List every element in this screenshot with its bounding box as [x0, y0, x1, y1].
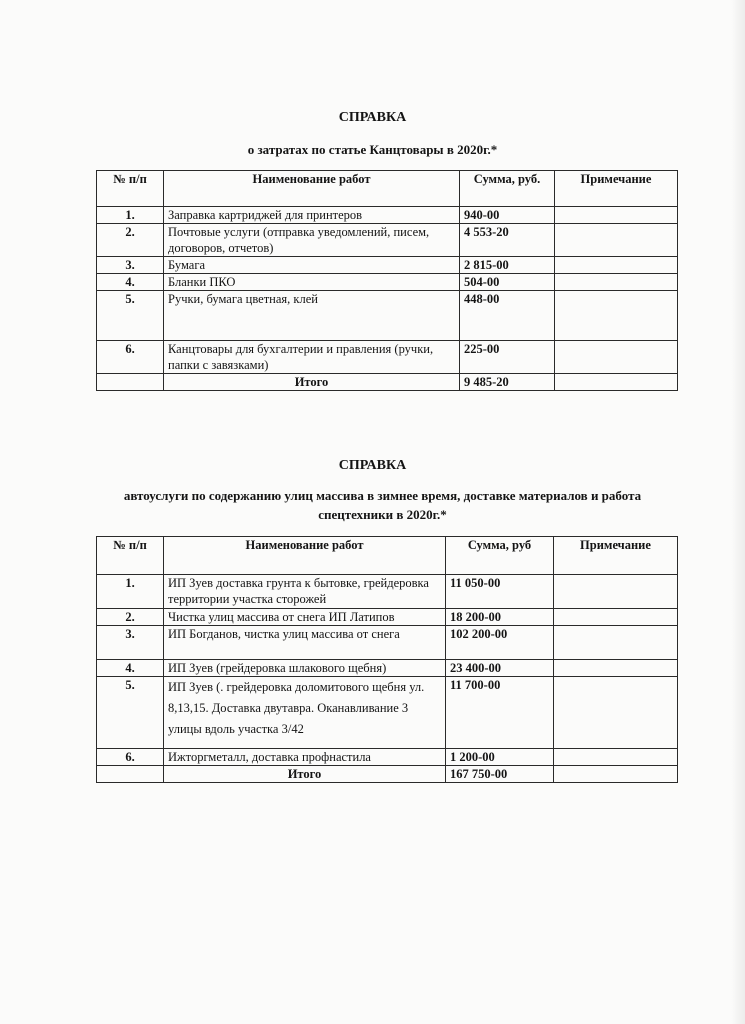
header-note: Примечание	[554, 537, 678, 575]
doc1-subtitle: о затратах по статье Канцтовары в 2020г.*	[247, 142, 498, 157]
row-note	[555, 341, 678, 374]
header-sum: Сумма, руб	[446, 537, 554, 575]
doc1-title: СПРАВКА	[338, 110, 407, 125]
header-num: № п/п	[97, 171, 164, 207]
table-row	[97, 274, 678, 291]
header-name: Наименование работ	[164, 537, 446, 575]
row-sum: 11 050-00	[446, 575, 554, 609]
table-row	[97, 660, 678, 677]
header-sum: Сумма, руб.	[460, 171, 555, 207]
header-name: Наименование работ	[164, 171, 460, 207]
header-note: Примечание	[555, 171, 678, 207]
table-header-row	[97, 171, 678, 207]
row-sum: 2 815-00	[460, 257, 555, 274]
total-empty	[97, 766, 164, 783]
doc1-table	[96, 170, 678, 391]
row-note	[554, 749, 678, 766]
row-num: 6.	[97, 749, 164, 766]
total-sum: 167 750-00	[446, 766, 554, 783]
row-name: Заправка картриджей для принтеров	[164, 207, 460, 224]
table-header-row	[97, 537, 678, 575]
row-name: Ручки, бумага цветная, клей	[164, 291, 460, 341]
row-num: 1.	[97, 575, 164, 609]
row-name: Бумага	[164, 257, 460, 274]
row-sum: 23 400-00	[446, 660, 554, 677]
table-total-row	[97, 766, 678, 783]
row-num: 3.	[97, 626, 164, 660]
row-num: 3.	[97, 257, 164, 274]
row-num: 2.	[97, 224, 164, 257]
row-name: Канцтовары для бухгалтерии и правления (ручки, папки с завязками)	[164, 341, 460, 374]
row-name: Бланки ПКО	[164, 274, 460, 291]
row-name: Чистка улиц массива от снега ИП Латипов	[164, 609, 446, 626]
table-row	[97, 609, 678, 626]
row-name: Ижторгметалл, доставка профнастила	[164, 749, 446, 766]
total-sum: 9 485-20	[460, 374, 555, 391]
table-row	[97, 677, 678, 749]
row-sum: 4 553-20	[460, 224, 555, 257]
row-num: 4.	[97, 660, 164, 677]
row-sum: 102 200-00	[446, 626, 554, 660]
total-label: Итого	[164, 374, 460, 391]
total-empty	[97, 374, 164, 391]
row-num: 1.	[97, 207, 164, 224]
row-name: ИП Зуев (грейдеровка шлакового щебня)	[164, 660, 446, 677]
table-row	[97, 575, 678, 609]
row-sum: 11 700-00	[446, 677, 554, 749]
row-note	[554, 609, 678, 626]
row-note	[555, 291, 678, 341]
row-note	[555, 257, 678, 274]
table-row	[97, 224, 678, 257]
row-note	[555, 224, 678, 257]
row-num: 5.	[97, 677, 164, 749]
header-num: № п/п	[97, 537, 164, 575]
row-num: 6.	[97, 341, 164, 374]
row-name: ИП Зуев (. грейдеровка доломитового щебня ул. 8,13,15. Доставка двутавра. Оканавливание 3 улицы вдоль участка 3/42	[164, 677, 446, 749]
row-note	[554, 575, 678, 609]
table-row	[97, 207, 678, 224]
row-sum: 448-00	[460, 291, 555, 341]
row-name: ИП Зуев доставка грунта к бытовке, грейдеровка территории участка сторожей	[164, 575, 446, 609]
doc2-table	[96, 536, 678, 783]
total-label: Итого	[164, 766, 446, 783]
row-sum: 940-00	[460, 207, 555, 224]
table-row	[97, 257, 678, 274]
total-note	[555, 374, 678, 391]
row-sum: 504-00	[460, 274, 555, 291]
row-note	[554, 626, 678, 660]
table-total-row	[97, 374, 678, 391]
row-num: 5.	[97, 291, 164, 341]
table-row	[97, 749, 678, 766]
row-note	[554, 677, 678, 749]
row-note	[554, 660, 678, 677]
row-sum: 18 200-00	[446, 609, 554, 626]
table-row	[97, 291, 678, 341]
total-note	[554, 766, 678, 783]
row-num: 2.	[97, 609, 164, 626]
row-num: 4.	[97, 274, 164, 291]
row-sum: 225-00	[460, 341, 555, 374]
row-note	[555, 274, 678, 291]
doc2-title: СПРАВКА	[338, 458, 407, 473]
row-note	[555, 207, 678, 224]
table-row	[97, 626, 678, 660]
row-name: Почтовые услуги (отправка уведомлений, писем, договоров, отчетов)	[164, 224, 460, 257]
row-name: ИП Богданов, чистка улиц массива от снега	[164, 626, 446, 660]
row-sum: 1 200-00	[446, 749, 554, 766]
doc2-subtitle: автоуслуги по содержанию улиц массива в зимнее время, доставке материалов и работа спецтехники в 2020г.*	[123, 488, 642, 522]
table-row	[97, 341, 678, 374]
